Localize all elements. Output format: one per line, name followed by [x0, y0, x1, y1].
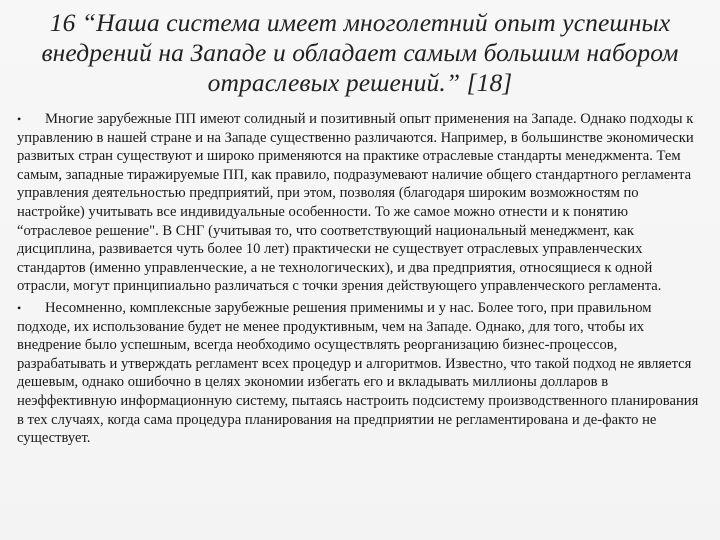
slide-body [17, 110, 703, 451]
bullet-text-2: Несомненно, комплексные зарубежные решения применимы и у нас. Более того, при правильном подходе, их использование будет не менее продуктивным, чем на Западе. Однако, для того, чтобы их внедрение было успешным, всегда необходимо осуществлять реорганизацию бизнес-процессов, разрабатывать и утверждать регламент всех процедур и алгоритмов. Известно, что такой подход не является дешевым, однако ошибочно в целях экономии избегать его и вкладывать миллионы долларов в неэффективную информационную систему, пытаясь настроить подсистему производственного планирования в тех случаях, когда сама процедура планирования на предприятии не регламентирована и де-факто не существует. [17, 299, 699, 447]
bullet-paragraph-1 [17, 110, 703, 296]
bullet-icon: • [17, 112, 22, 126]
bullet-text-1: Многие зарубежные ПП имеют солидный и позитивный опыт применения на Западе. Однако подходы к управлению в нашей стране и на Западе существенно различаются. Например, в большинстве экономически развитых стран существуют и широко применяются на практике отраслевые стандарты менеджмента. Тем самым, западные тиражируемые ПП, как правило, подразумевают наличие общего стандартного регламента управления деятельностью предприятий, при этом, позволяя (благодаря широким возможностям по настройке) учитывать все индивидуальные особенности. То же самое можно отнести и к понятию “отраслевое решение". В СНГ (учитывая то, что соответствующий национальный менеджмент, как дисциплина, развивается чуть более 10 лет) практически не существует отраслевых управленческих стандартов (именно управленческие, а не технологических), и два предприятия, относящиеся к одной отрасли, могут принципиально различаться с точки зрения действующего управленческого регламента. [17, 111, 694, 295]
bullet-icon: • [17, 300, 22, 315]
bullet-paragraph-2 [17, 299, 703, 448]
slide-title: 16 “Наша система имеет многолетний опыт успешных внедрений на Западе и обладает самым большим набором отраслевых решений.” [18] [41, 8, 679, 97]
